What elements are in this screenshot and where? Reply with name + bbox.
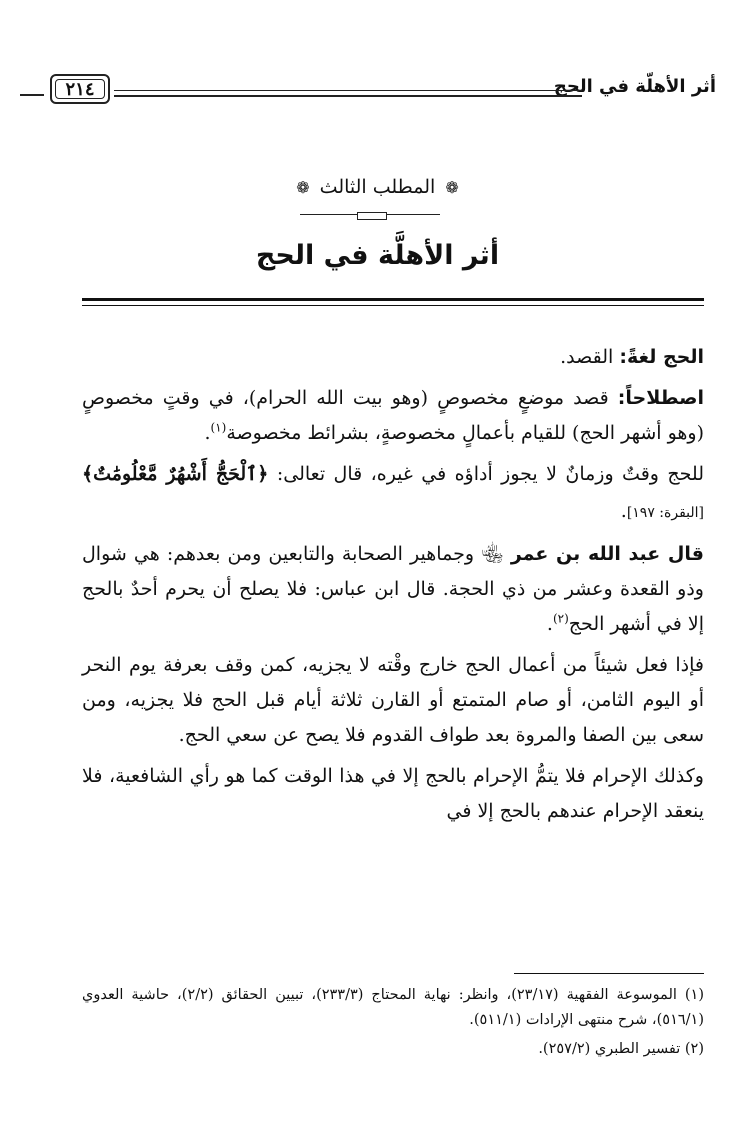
paragraph-outside-time: فإذا فعل شيئاً من أعمال الحج خارج وقْته لا يجزيه، كمن وقف بعرفة يوم النحر أو اليوم الثامن، أو صام المتمتع أو القارن ثلاثة أيام قبل الحج فلا يجزيه، ومن سعى بين الصفا والمروة بعد طواف القدوم فلا يصح عن سعي الحج. [82,654,704,746]
term-label: اصطلاحاً: [617,387,704,409]
footnote-ref: (١) [210,420,227,435]
paragraph-text: للحج وقتٌ وزمانٌ لا يجوز أداؤه في غيره، قال تعالى: [268,463,704,485]
paragraph-end: . [546,613,553,635]
paragraph-end: . [620,500,627,522]
footnote-2: (٢) تفسير الطبري (٢٥٧/٢). [538,1041,704,1057]
header-rule-thick [114,95,582,97]
quran-verse: ﴿ٱلْحَجُّ أَشْهُرٌ مَّعْلُومَٰتٌ﴾ [82,463,269,485]
paragraph-definition-lang [82,340,704,375]
footnotes [82,983,704,1066]
footnote-ref: (٢) [552,611,569,626]
narrator-name: قال عبد الله بن عمر [510,543,704,565]
paragraph-ihram: وكذلك الإحرام فلا يتمُّ الإحرام بالحج إلا في هذا الوقت كما هو رأي الشافعية، فلا ينعقد الإحرام عندهم بالحج إلا في [82,765,704,822]
paragraph-text: القصد. [560,346,620,368]
paragraph-end: . [204,422,211,444]
page-number-box [50,74,110,104]
footnote-1: (١) الموسوعة الفقهية (٢٣/١٧)، وانظر: نهاية المحتاج (٢٣٣/٣)، تبيين الحقائق (٢/٢)، حاشية العدوي (٥١٦/١)، شرح منتهى الإرادات (٥١١/١). [82,987,705,1028]
paragraph-text: وجماهير الصحابة والتابعين ومن بعدهم: هي شوال وذو القعدة وعشر من ذي الحجة. قال ابن عباس: فلا يصلح أن يحرم أحدٌ بالحج إلا في أشهر الحج [82,543,704,635]
header-rule-thin [114,90,582,91]
section-label [0,176,755,198]
footnote-divider [514,973,704,974]
section-label-text: المطلب الثالث [319,176,436,198]
paragraph-definition-term [82,381,704,451]
honorific-glyph: ﵄ [474,543,511,565]
section-divider-box [357,212,387,220]
page-title: أثر الأهلَّة في الحج [255,240,500,271]
paragraph-ibn-umar [82,537,704,642]
term-label: الحج لغةً: [619,346,704,368]
page-number: ٢١٤ [65,78,95,100]
running-header [20,70,720,118]
ornament-left-icon: ❁ [296,178,310,197]
ornament-right-icon: ❁ [445,178,459,197]
verse-reference: [البقرة: ١٩٧] [626,505,704,521]
header-rule-stub [20,94,44,96]
main-text [82,340,704,835]
title-rule-thin [82,305,704,306]
running-book-title: أثر الأهلّة في الحج [553,76,716,97]
paragraph-text: قصد موضعٍ مخصوصٍ (وهو بيت الله الحرام)، في وقتٍ مخصوصٍ (وهو أشهر الحج) للقيام بأعمالٍ مخصوصةٍ، بشرائط مخصوصة [82,387,704,444]
title-rule-thick [82,298,704,301]
paragraph-time [82,457,704,531]
